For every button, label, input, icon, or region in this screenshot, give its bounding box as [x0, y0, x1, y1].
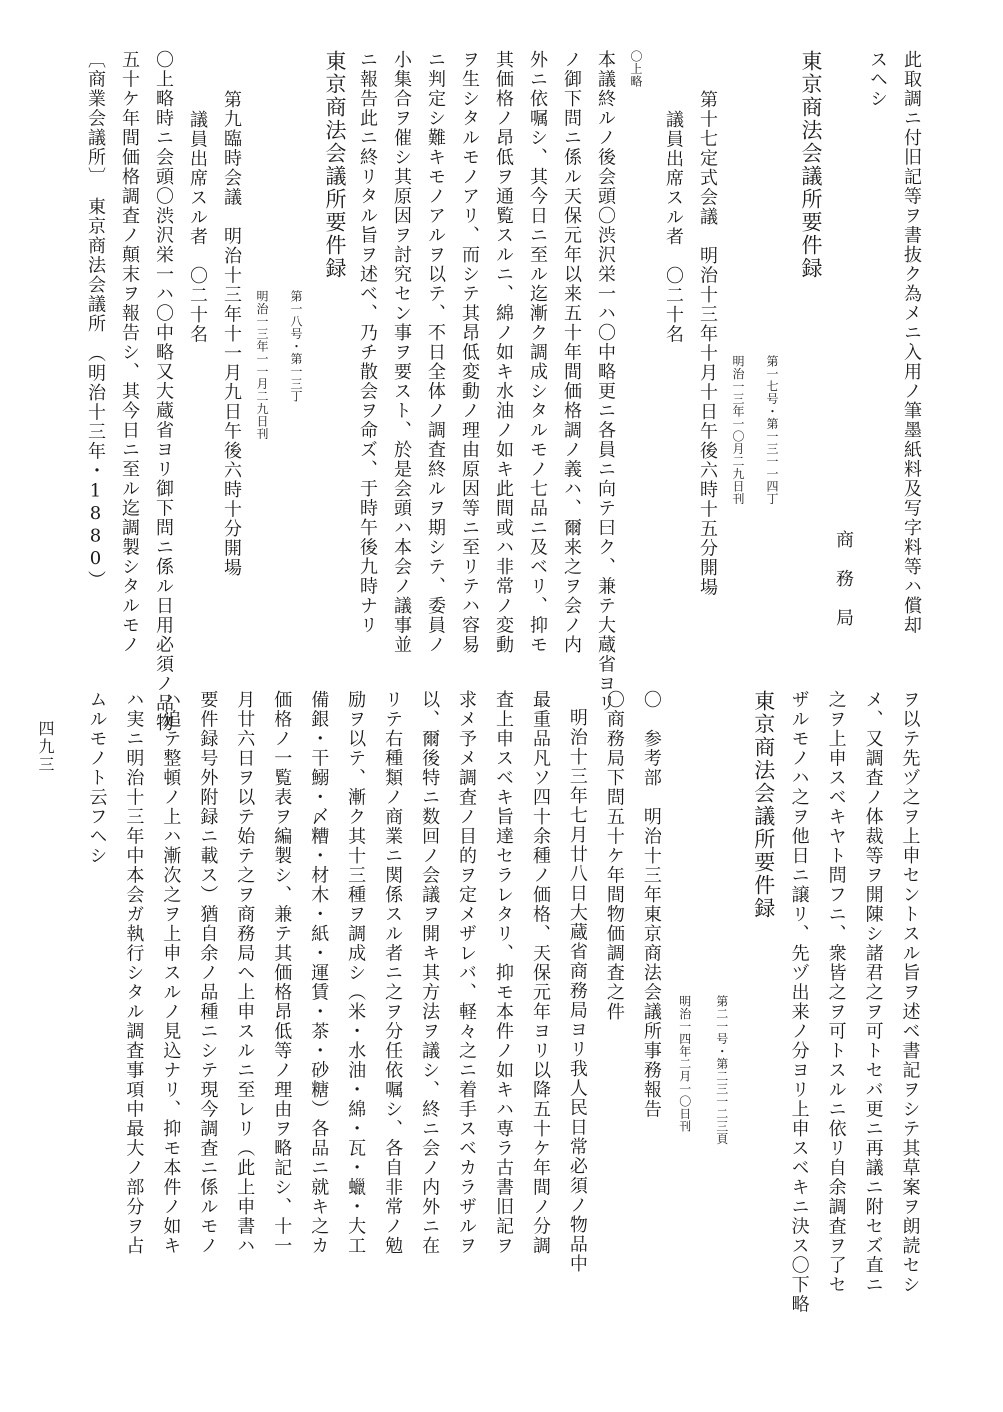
upper_columns-column: ニ報告此ニ終リタル旨ヲ述ベ、乃チ散会ヲ命ズ、于時午後九時ナリ: [357, 50, 378, 635]
upper_columns-column: ヲ生シタルモノアリ、而シテ其昂低変動ノ理由原因等ニ至リテハ容易: [459, 50, 480, 655]
upper_columns-column: 商 務 局: [833, 530, 854, 628]
upper_columns-column: 議員出席スル者 〇二十名: [187, 110, 208, 344]
upper_columns-column: 議員出席スル者 〇二十名: [663, 110, 684, 344]
upper_columns-column: 明治一三年一〇月二九日刊: [731, 355, 745, 505]
upper_columns-column: 東京商法会議所要件録: [799, 50, 823, 280]
lower_columns-column: 東京商法会議所要件録: [751, 690, 776, 920]
lower_columns-column: ザルモノハ之ヲ他日ニ譲リ、先ヅ出来ノ分ヨリ上申スベキニ決ス〇下略: [788, 690, 810, 1314]
upper_columns-column: 此取調ニ付旧記等ヲ書抜ク為メニ入用ノ筆墨紙料及写字料等ハ償却: [901, 50, 922, 635]
lower_columns-column: 査上申スベキ旨達セラレタリ、抑モ本件ノ如キハ専ラ古書旧記ヲ: [493, 690, 514, 1256]
lower_columns-column: 最重品凡ソ四十余種ノ価格、天保元年ヨリ以降五十ケ年間ノ分調: [529, 690, 551, 1256]
lower_columns-column: 月廿六日ヲ以テ始テ之ヲ商務局ヘ上申スルニ至レリ（此上申書ハ: [234, 690, 256, 1256]
lower_columns-column: ヲ以テ先ヅ之ヲ上申セントスル旨ヲ述ベ書記ヲシテ其草案ヲ朗読セシ: [899, 690, 921, 1295]
lower_columns-column: 第二一号・第二三一二三頁: [714, 995, 729, 1145]
upper_columns-column: 五十ケ年間価格調査ノ顛末ヲ報告シ、其今日ニ至ル迄調製シタルモノ: [119, 50, 140, 655]
lower_columns-column: 要件録号外附録ニ載ス）猶自余ノ品種ニシテ現今調査ニ係ルモノ: [197, 690, 219, 1256]
upper_columns-column: スヘシ: [867, 50, 888, 109]
upper_columns-column: 第一八号・第一三丁: [289, 290, 303, 403]
upper_columns-column: 外ニ依嘱シ、其今日ニ至ル迄漸ク調成シタルモノ七品ニ及ベリ、抑モ: [527, 50, 548, 655]
lower_columns-column: 以、爾後特ニ数回ノ会議ヲ開キ其方法ヲ議シ、終ニ会ノ内外ニ在: [419, 690, 441, 1256]
upper_columns-column: ニ判定シ難キモノアルヲ以テ、不日全体ノ調査終ルヲ期シテ、委員ノ: [425, 50, 446, 655]
upper_columns-column: 〇上略: [629, 50, 643, 88]
upper_columns-column: 本議終ルノ後会頭〇渋沢栄一ハ〇中略更ニ各員ニ向テ曰ク、兼テ大蔵省ヨリ: [595, 50, 616, 713]
lower-text-block: [80, 690, 930, 1314]
lower_columns-column: 〇商務局下問五十ケ年間物価調査之件: [603, 690, 625, 1022]
upper_columns-column: 其価格ノ昂低ヲ通覧スルニ、綿ノ如キ水油ノ如キ此間或ハ非常ノ変動: [493, 50, 514, 655]
upper_columns-column: 〔商業会議所〕 東京商法会議所 （明治十三年・1880）: [85, 50, 106, 590]
lower_columns-column: 明治一四年二月一〇日刊: [677, 995, 692, 1133]
upper_columns-column: 小集合ヲ催シ其原因ヲ討究セン事ヲ要スト、於是会頭ハ本会ノ議事並: [391, 50, 412, 655]
lower_columns-column: リテ右種類ノ商業ニ関係スル者ニ之ヲ分任依嘱シ、各自非常ノ勉: [382, 690, 404, 1256]
lower_columns-column: ハ実ニ明治十三年中本会ガ執行シタル調査事項中最大ノ部分ヲ占: [123, 690, 145, 1256]
lower_columns-column: 励ヲ以テ、漸ク其十三種ヲ調成シ（米・水油・綿・瓦・蠟・大工: [345, 690, 367, 1256]
upper_columns-column: 第九臨時会議 明治十三年十一月九日午後六時十分開場: [221, 90, 242, 578]
lower_columns-column: 求メ予メ調査ノ目的ヲ定メザレバ、軽々之ニ着手スベカラザルヲ: [456, 690, 478, 1256]
lower_columns-column: ハ追テ整頓ノ上ハ漸次之ヲ上申スルノ見込ナリ、抑モ本件ノ如キ: [160, 690, 182, 1256]
upper_columns-column: 第十七定式会議 明治十三年十月十日午後六時十五分開場: [697, 90, 718, 597]
page-number: 四九三: [36, 720, 55, 774]
upper_columns-column: 東京商法会議所要件録: [323, 50, 347, 280]
upper-text-block: [80, 50, 930, 733]
lower_columns-column: 備銀・干鰯・〆糟・材木・紙・運賃・茶・砂糖）各品ニ就キ之カ: [308, 690, 330, 1256]
upper_columns-column: ノ御下問ニ係ル天保元年以来五十年間価格調ノ義ハ、爾来之ヲ会ノ内: [561, 50, 582, 655]
lower_columns-column: 明治十三年七月廿八日大蔵省商務局ヨリ我人民日常必須ノ物品中: [566, 708, 588, 1274]
lower_columns-column: 〇 参考部 明治十三年東京商法会議所事務報告: [640, 690, 662, 1119]
lower_columns-column: 価格ノ一覧表ヲ編製シ、兼テ其価格昂低等ノ理由ヲ略記シ、十一: [271, 690, 293, 1256]
lower_columns-column: ムルモノト云フヘシ: [86, 690, 108, 866]
lower_columns-column: メ、又調査ノ体裁等ヲ開陳シ諸君之ヲ可トセバ更ニ再議ニ附セズ直ニ: [862, 690, 884, 1295]
upper_columns-column: 第一七号・第一三一一四丁: [765, 355, 779, 505]
upper_columns-column: 〇上略時ニ会頭〇渋沢栄一ハ〇中略又大蔵省ヨリ御下問ニ係ル日用必須ノ品物: [153, 50, 174, 733]
lower_columns-column: 之ヲ上申スベキヤト問フニ、衆皆之ヲ可トスルニ依リ自余調査ヲ了セ: [825, 690, 847, 1295]
upper_columns-column: 明治一三年一一月二九日刊: [255, 290, 269, 440]
